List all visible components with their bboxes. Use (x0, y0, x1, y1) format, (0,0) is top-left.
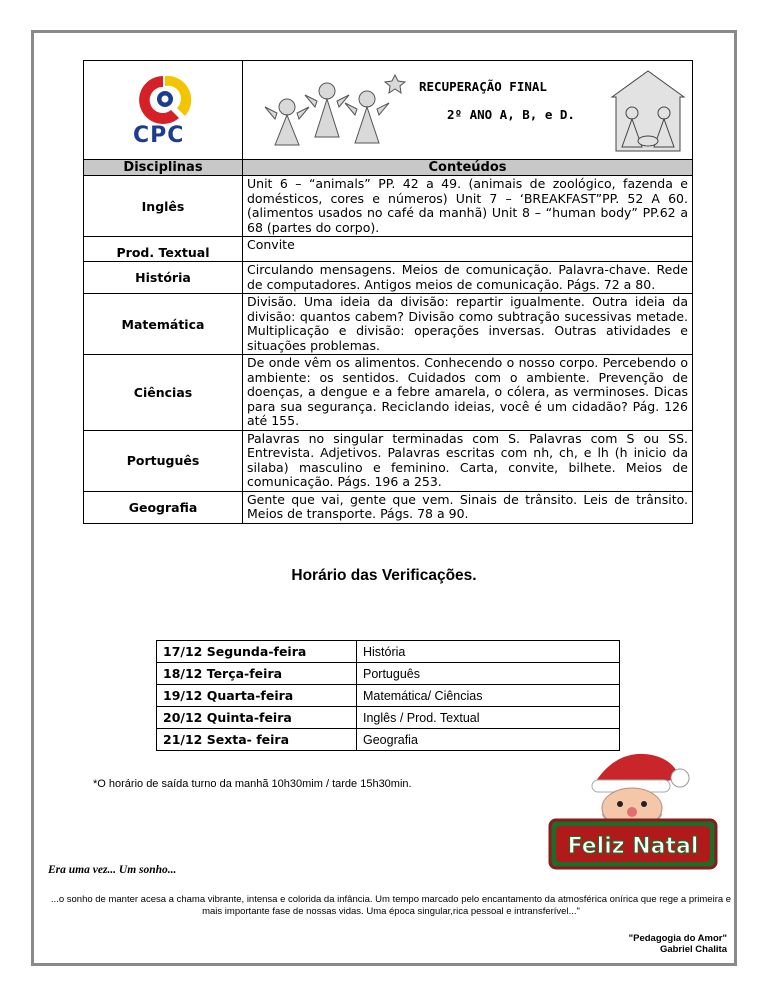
angels-icon (257, 67, 407, 147)
quote-attribution (629, 933, 727, 955)
subject-cell: Ciências (84, 355, 243, 431)
schedule-row (157, 707, 620, 729)
subject-cell: Matemática (84, 294, 243, 355)
content-cell: Palavras no singular terminadas com S. Palavras com S ou SS. Entrevista. Adjetivos. Palavras escritas com nh, ch, e lh (h inicio da silaba) masculino e feminino. Carta, convite, bilhete. Meios de comunicação. Págs. 196 a 253. (243, 430, 693, 491)
schedule-date: 18/12 Terça-feira (157, 663, 357, 685)
schedule-date: 21/12 Sexta- feira (157, 729, 357, 751)
schedule-subject: Inglês / Prod. Textual (357, 707, 620, 729)
table-row (84, 237, 693, 262)
table-row (84, 262, 693, 294)
logo-text: CPC (133, 123, 185, 148)
schedule-row (157, 685, 620, 707)
table-row (84, 176, 693, 237)
schedule-row (157, 663, 620, 685)
content-table (83, 60, 693, 524)
schedule-subject: Geografia (357, 729, 620, 751)
schedule-note: *O horário de saída turno da manhã 10h30mim / tarde 15h30min. (93, 778, 412, 790)
content-cell: De onde vêm os alimentos. Conhecendo o nosso corpo. Percebendo o ambiente: os sentidos. Cuidados com o ambiente. Prevenção de doenças, a dengue e a febre amarela, o cólera, as verminoses. Dicas para sua segurança. Reciclando ideias, você é um cidadão? Pág. 126 até 155. (243, 355, 693, 431)
quote-source: "Pedagogia do Amor" (628, 933, 727, 944)
schedule-subject: História (357, 641, 620, 663)
subject-cell: História (84, 262, 243, 294)
schedule-row (157, 641, 620, 663)
quote-body: ...o sonho de manter acesa a chama vibrante, intensa e colorida da infância. Um tempo marcado pelo encantamento da atmosférica onírica que rege a primeira e mais importante fase de nossas vidas. Uma época singular,rica pessoal e intransferível..." (50, 894, 732, 917)
schedule-title: Horário das Verificações. (291, 567, 477, 584)
quote-author: Gabriel Chalita (659, 944, 727, 955)
subject-cell: Inglês (84, 176, 243, 237)
content-cell: Convite (243, 237, 693, 262)
santa-icon (548, 746, 718, 870)
column-header-disciplinas: Disciplinas (84, 160, 243, 176)
subject-cell: Geografia (84, 491, 243, 523)
table-row (84, 355, 693, 431)
content-cell: Gente que vai, gente que vem. Sinais de trânsito. Leis de trânsito. Meios de transporte. Págs. 78 a 90. (243, 491, 693, 523)
cpc-logo-icon (123, 72, 203, 128)
schedule-subject: Matemática/ Ciências (357, 685, 620, 707)
schedule-date: 17/12 Segunda-feira (157, 641, 357, 663)
subject-cell: Português (84, 430, 243, 491)
content-cell: Divisão. Uma ideia da divisão: repartir igualmente. Outra ideia da divisão: quantos cabem? Divisão como subtração sucessivas metade. Multiplicação e divisão: operações inversas. Outras atividades e situações problemas. (243, 294, 693, 355)
column-header-conteudos: Conteúdos (243, 160, 693, 176)
greeting-text: Feliz Natal (567, 834, 699, 859)
table-row (84, 430, 693, 491)
nativity-icon (608, 67, 688, 153)
table-row (84, 491, 693, 523)
schedule-date: 20/12 Quinta-feira (157, 707, 357, 729)
logo-cell (84, 61, 243, 160)
page-subtitle: 2º ANO A, B, e D. (447, 107, 575, 122)
header-title-cell (243, 61, 693, 160)
schedule-date: 19/12 Quarta-feira (157, 685, 357, 707)
quote-title: Era uma vez... Um sonho... (48, 864, 177, 876)
cpc-logo (123, 72, 203, 148)
content-cell: Unit 6 – “animals” PP. 42 a 49. (animais de zoológico, fazenda e domésticos, cores e números) Unit 7 – ‘BREAKFAST”PP. 52 A 60. (alimentos usados no café da manhã) Unit 8 – “human body” PP.62 a 68 (partes do corpo). (243, 176, 693, 237)
table-header-row (84, 160, 693, 176)
header-row (84, 61, 693, 160)
schedule-table (156, 640, 620, 751)
subject-cell: Prod. Textual (84, 237, 243, 262)
page-title: RECUPERAÇÃO FINAL (419, 79, 547, 94)
table-row (84, 294, 693, 355)
content-cell: Circulando mensagens. Meios de comunicação. Palavra-chave. Rede de computadores. Antigos meios de comunicação. Págs. 72 a 80. (243, 262, 693, 294)
schedule-subject: Português (357, 663, 620, 685)
